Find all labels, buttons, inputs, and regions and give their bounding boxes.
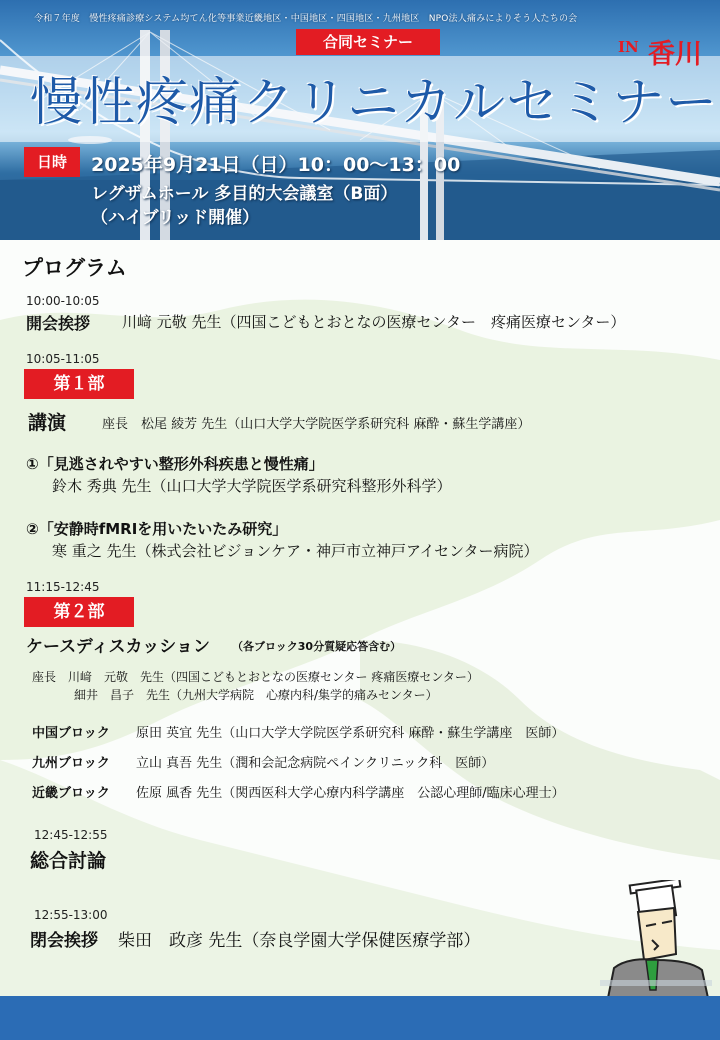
event-datetime: 2025年9月21日（日）10：00～13：00 bbox=[91, 154, 461, 176]
part2-badge: 第２部 bbox=[24, 597, 134, 627]
opening-time: 10:00-10:05 bbox=[26, 294, 100, 308]
opening-label: 開会挨拶 bbox=[26, 314, 91, 333]
part2-chair-2: 細井 昌子 先生（九州大学病院 心療内科/集学的痛みセンター） bbox=[74, 688, 438, 702]
closing-speaker: 柴田 政彦 先生（奈良学園大学保健医療学部） bbox=[118, 931, 481, 951]
discussion-time: 12:45-12:55 bbox=[34, 828, 108, 842]
location-label: 香川 bbox=[648, 39, 702, 70]
program-heading: プログラム bbox=[22, 256, 127, 280]
block-chugoku-name: 中国ブロック bbox=[32, 726, 110, 741]
event-format: （ハイブリッド開催） bbox=[91, 208, 260, 228]
talk1-speaker: 鈴木 秀典 先生（山口大学大学院医学系研究科整形外科学） bbox=[52, 477, 452, 495]
udon-mascot-illustration bbox=[600, 880, 712, 998]
block-kinki-name: 近畿ブロック bbox=[32, 786, 110, 801]
in-label: IN bbox=[618, 38, 639, 56]
joint-seminar-badge: 合同セミナー bbox=[296, 29, 440, 55]
datetime-badge: 日時 bbox=[24, 147, 80, 177]
block-chugoku-speaker: 原田 英宜 先生（山口大学大学院医学系研究科 麻酔・蘇生学講座 医師） bbox=[136, 726, 565, 741]
footer-bar bbox=[0, 996, 720, 1040]
case-discussion-title: ケースディスカッション bbox=[26, 637, 210, 657]
talk2-title: ②「安静時fMRIを用いたいたみ研究」 bbox=[26, 520, 288, 538]
opening-speaker: 川﨑 元敬 先生（四国こどもとおとなの医療センター 疼痛医療センター） bbox=[122, 313, 626, 331]
general-discussion-title: 総合討論 bbox=[30, 850, 107, 872]
talk2-speaker: 寒 重之 先生（株式会社ビジョンケア・神戸市立神戸アイセンター病院） bbox=[52, 542, 539, 560]
part1-time: 10:05-11:05 bbox=[26, 352, 100, 366]
part2-chair-1: 座長 川﨑 元敬 先生（四国こどもとおとなの医療センター 疼痛医療センター） bbox=[32, 670, 479, 684]
event-venue: レグザムホール 多目的大会議室（B面） bbox=[91, 184, 398, 204]
lecture-label: 講演 bbox=[28, 412, 67, 434]
part1-badge: 第１部 bbox=[24, 369, 134, 399]
block-kinki-speaker: 佐原 風香 先生（関西医科大学心療内科学講座 公認心理師/臨床心理士） bbox=[136, 786, 565, 801]
part1-chair: 座長 松尾 綾芳 先生（山口大学大学院医学系研究科 麻酔・蘇生学講座） bbox=[102, 417, 531, 432]
seminar-title: 慢性疼痛クリニカルセミナー bbox=[30, 73, 718, 133]
part2-time: 11:15-12:45 bbox=[26, 580, 100, 594]
organizers-line: 令和７年度 慢性疼痛診療システム均てん化等事業近畿地区・中国地区・四国地区・九州地区 NPO法人痛みによりそう人たちの会 bbox=[34, 14, 578, 24]
closing-time: 12:55-13:00 bbox=[34, 908, 108, 922]
closing-label: 閉会挨拶 bbox=[30, 931, 98, 951]
case-discussion-subtitle: （各ブロック30分質疑応答含む） bbox=[232, 640, 402, 653]
block-kyushu-speaker: 立山 真吾 先生（潤和会記念病院ペインクリニック科 医師） bbox=[136, 756, 495, 771]
talk1-title: ①「見逃されやすい整形外科疾患と慢性痛」 bbox=[26, 455, 324, 473]
block-kyushu-name: 九州ブロック bbox=[32, 756, 110, 771]
